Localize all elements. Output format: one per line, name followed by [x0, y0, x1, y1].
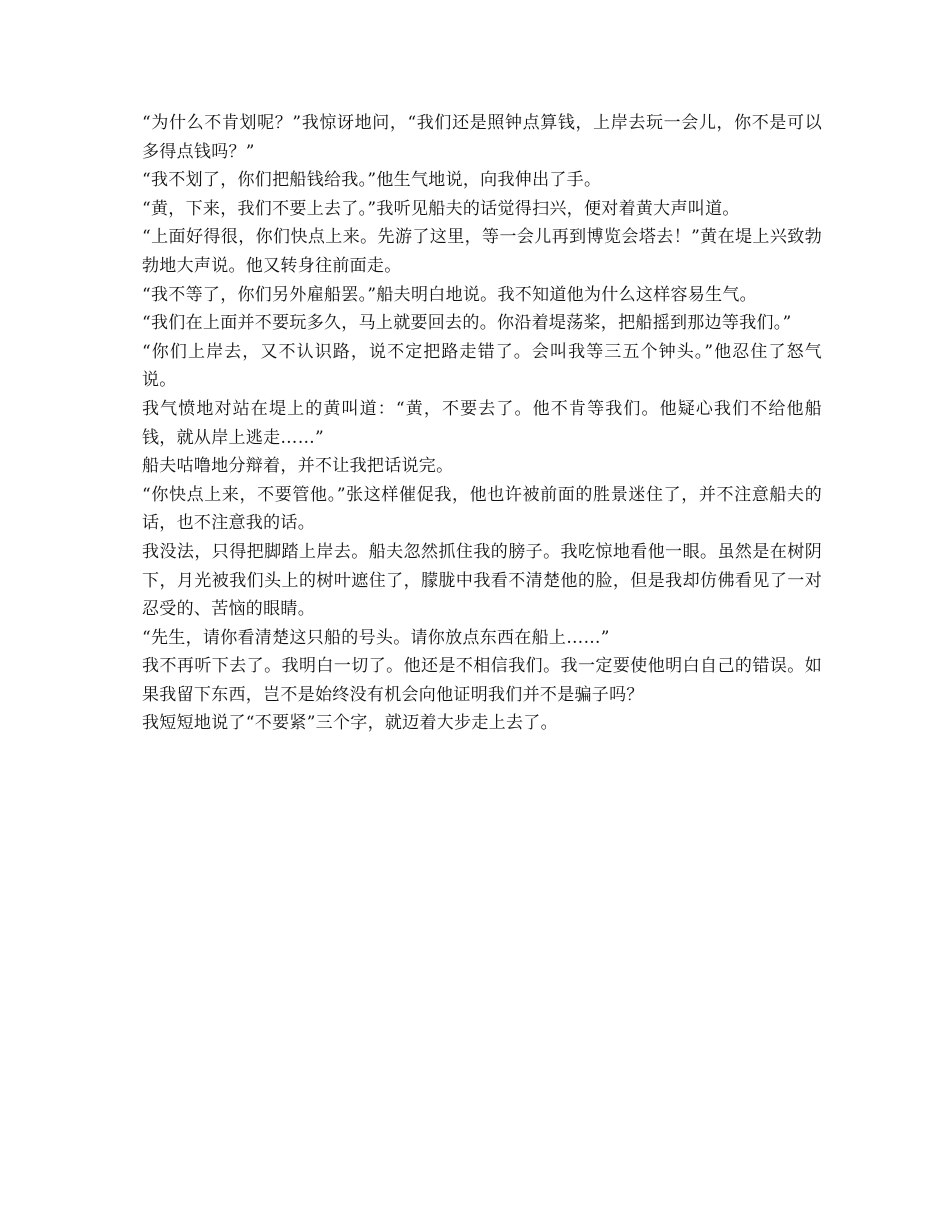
- paragraph: “我不等了，你们另外雇船罢。”船夫明白地说。我不知道他为什么这样容易生气。: [142, 284, 757, 305]
- paragraph: 船夫咕噜地分辩着，并不让我把话说完。: [142, 456, 454, 477]
- paragraph: 我没法，只得把脚踏上岸去。船夫忽然抓住我的膀子。我吃惊地看他一眼。虽然是在树阴下，月光被我们头上的树叶遮住了，朦胧中我看不清楚他的脸，但是我却仿佛看见了一对忍受的、苦恼的眼睛。: [142, 541, 822, 620]
- paragraph: 我不再听下去了。我明白一切了。他还是不相信我们。我一定要使他明白自己的错误。如果我留下东西，岂不是始终没有机会向他证明我们并不是骗子吗？: [142, 656, 822, 705]
- paragraph: 我短短地说了“不要紧”三个字，就迈着大步走上去了。: [142, 713, 558, 734]
- paragraph: “我不划了，你们把船钱给我。”他生气地说，向我伸出了手。: [142, 170, 602, 191]
- paragraph: “我们在上面并不要玩多久，马上就要回去的。你沿着堤荡桨，把船摇到那边等我们。”: [142, 313, 792, 334]
- paragraph: “为什么不肯划呢？”我惊讶地问，“我们还是照钟点算钱，上岸去玩一会儿，你不是可以多得点钱吗？”: [142, 113, 822, 162]
- paragraph: “你们上岸去，又不认识路，说不定把路走错了。会叫我等三五个钟头。”他忍住了怒气说。: [142, 341, 822, 391]
- document-body: [142, 109, 822, 738]
- paragraph: “黄，下来，我们不要上去了。”我听见船夫的话觉得扫兴，便对着黄大声叫道。: [142, 198, 740, 219]
- paragraph: 我气愤地对站在堤上的黄叫道：“黄，不要去了。他不肯等我们。他疑心我们不给他船钱，就从岸上逃走……”: [142, 398, 822, 448]
- paragraph: “上面好得很，你们快点上来。先游了这里，等一会儿再到博览会塔去！”黄在堤上兴致勃勃地大声说。他又转身往前面走。: [142, 227, 822, 276]
- paragraph: “先生，请你看清楚这只船的号头。请你放点东西在船上……”: [142, 627, 610, 648]
- paragraph: “你快点上来，不要管他。”张这样催促我，他也许被前面的胜景迷住了，并不注意船夫的话，也不注意我的话。: [142, 484, 822, 534]
